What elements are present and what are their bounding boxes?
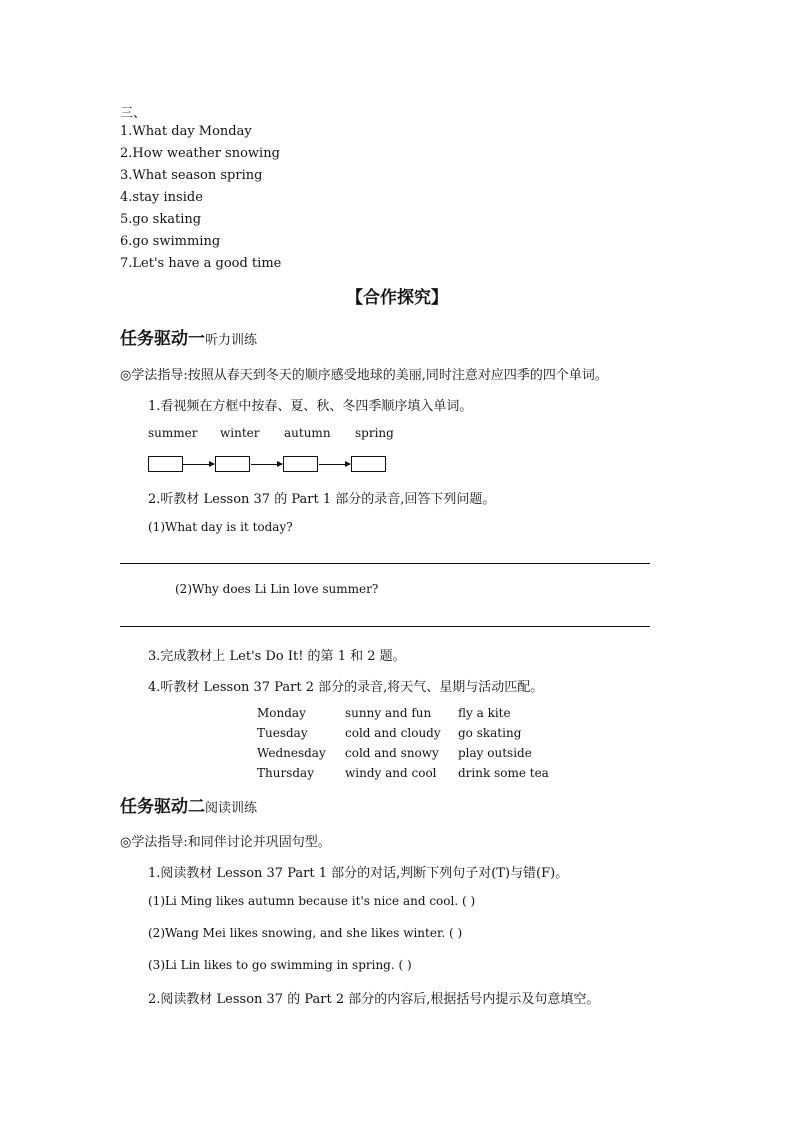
arrow-right-icon bbox=[183, 464, 214, 465]
task1-heading-bold: 任务驱动一 bbox=[120, 329, 205, 349]
answer-line[interactable] bbox=[120, 626, 650, 627]
table-cell: Wednesday bbox=[257, 746, 326, 760]
table-cell: cold and cloudy bbox=[345, 726, 441, 740]
table-row bbox=[257, 763, 558, 783]
season-word: summer bbox=[148, 426, 198, 440]
season-word: winter bbox=[220, 426, 260, 440]
table-cell: drink some tea bbox=[458, 766, 549, 780]
table-cell: sunny and fun bbox=[345, 706, 432, 720]
task1-question-2-1: (1)What day is it today? bbox=[148, 520, 293, 534]
task2-guide: ◎学法指导:和同伴讨论并巩固句型。 bbox=[120, 835, 331, 850]
task1-question-2-2: (2)Why does Li Lin love summer? bbox=[175, 582, 379, 596]
answer-box[interactable] bbox=[351, 456, 386, 472]
task2-question-1: 1.阅读教材 Lesson 37 Part 1 部分的对话,判断下列句子对(T)与错(F)。 bbox=[148, 866, 569, 881]
section-title: 【合作探究】 bbox=[346, 288, 448, 308]
judgement-sentence: (2)Wang Mei likes snowing, and she likes winter. ( ) bbox=[148, 926, 463, 940]
task1-heading bbox=[120, 324, 257, 349]
matching-table bbox=[257, 703, 558, 783]
task2-heading bbox=[120, 792, 257, 817]
table-cell: Tuesday bbox=[257, 726, 308, 740]
table-cell: Monday bbox=[257, 706, 306, 720]
table-row bbox=[257, 743, 558, 763]
task1-heading-small: 听力训练 bbox=[205, 333, 258, 348]
answer-box[interactable] bbox=[283, 456, 318, 472]
table-cell: windy and cool bbox=[345, 766, 437, 780]
answer-item: 4.stay inside bbox=[120, 190, 203, 205]
answer-item: 7.Let's have a good time bbox=[120, 256, 282, 271]
table-cell: Thursday bbox=[257, 766, 314, 780]
task1-guide: ◎学法指导:按照从春天到冬天的顺序感受地球的美丽,同时注意对应四季的四个单词。 bbox=[120, 368, 608, 383]
task1-question-3: 3.完成教材上 Let's Do It! 的第 1 和 2 题。 bbox=[148, 649, 406, 664]
task1-question-2: 2.听教材 Lesson 37 的 Part 1 部分的录音,回答下列问题。 bbox=[148, 492, 496, 507]
answer-item: 2.How weather snowing bbox=[120, 146, 280, 161]
table-cell: cold and snowy bbox=[345, 746, 439, 760]
task2-question-2: 2.阅读教材 Lesson 37 的 Part 2 部分的内容后,根据括号内提示及句意填空。 bbox=[148, 992, 600, 1007]
table-row bbox=[257, 723, 558, 743]
season-word: spring bbox=[355, 426, 394, 440]
judgement-sentence: (1)Li Ming likes autumn because it's nice and cool. ( ) bbox=[148, 894, 476, 908]
answer-item: 3.What season spring bbox=[120, 168, 263, 183]
judgement-sentence: (3)Li Lin likes to go swimming in spring. ( ) bbox=[148, 958, 412, 972]
section-number: 三、 bbox=[120, 106, 147, 121]
table-cell: go skating bbox=[458, 726, 522, 740]
answer-item: 6.go swimming bbox=[120, 234, 221, 249]
task2-heading-small: 阅读训练 bbox=[205, 801, 258, 816]
task2-heading-bold: 任务驱动二 bbox=[120, 797, 205, 817]
table-cell: play outside bbox=[458, 746, 532, 760]
task1-question-1: 1.看视频在方框中按春、夏、秋、冬四季顺序填入单词。 bbox=[148, 399, 473, 414]
arrow-right-icon bbox=[319, 464, 350, 465]
season-word: autumn bbox=[284, 426, 331, 440]
arrow-right-icon bbox=[251, 464, 282, 465]
answer-box[interactable] bbox=[215, 456, 250, 472]
table-cell: fly a kite bbox=[458, 706, 511, 720]
answer-item: 5.go skating bbox=[120, 212, 202, 227]
answer-item: 1.What day Monday bbox=[120, 124, 252, 139]
answer-box[interactable] bbox=[148, 456, 183, 472]
table-row bbox=[257, 703, 558, 723]
task1-question-4: 4.听教材 Lesson 37 Part 2 部分的录音,将天气、星期与活动匹配。 bbox=[148, 680, 544, 695]
answer-line[interactable] bbox=[120, 563, 650, 564]
